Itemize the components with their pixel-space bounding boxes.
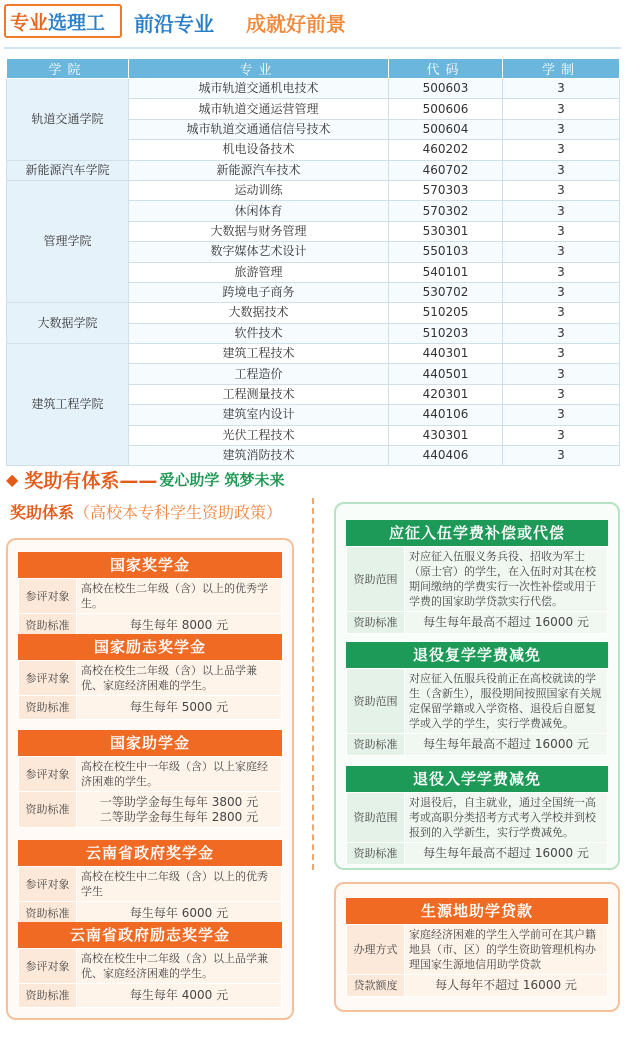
code-cell: 550103 bbox=[389, 242, 503, 262]
code-cell: 500604 bbox=[389, 119, 503, 139]
years-cell: 3 bbox=[503, 79, 620, 99]
years-cell: 3 bbox=[503, 344, 620, 364]
code-cell: 500606 bbox=[389, 99, 503, 119]
years-cell: 3 bbox=[503, 323, 620, 343]
years-cell: 3 bbox=[503, 446, 620, 466]
card-key: 资助标准 bbox=[19, 984, 77, 1008]
major-cell: 建筑消防技术 bbox=[129, 446, 389, 466]
card-key: 办理方式 bbox=[347, 925, 405, 975]
majors-table-header bbox=[7, 59, 620, 79]
card-yunnan-scholarship bbox=[18, 840, 282, 926]
card-value: 高校在校生中一年级（含）以上家庭经济困难的学生。 bbox=[77, 757, 282, 792]
code-cell: 510203 bbox=[389, 323, 503, 343]
code-cell: 530702 bbox=[389, 282, 503, 302]
card-value: 高校在校生中二年级（含）以上品学兼优、家庭经济困难的学生。 bbox=[77, 949, 282, 984]
subheading-main: 奖助体系 bbox=[10, 503, 75, 522]
card-value bbox=[77, 792, 282, 828]
major-cell: 光伏工程技术 bbox=[129, 425, 389, 445]
col-header-major: 专业 bbox=[129, 59, 389, 79]
years-cell: 3 bbox=[503, 262, 620, 282]
card-key: 资助范围 bbox=[347, 669, 405, 734]
header-title-prospect: 成就好前景 bbox=[246, 12, 346, 36]
card-title: 生源地助学贷款 bbox=[346, 898, 608, 924]
code-cell: 570303 bbox=[389, 180, 503, 200]
major-cell: 城市轨道交通机电技术 bbox=[129, 79, 389, 99]
card-key: 资助范围 bbox=[347, 547, 405, 612]
major-cell: 大数据技术 bbox=[129, 303, 389, 323]
major-cell: 机电设备技术 bbox=[129, 140, 389, 160]
major-cell: 城市轨道交通通信信号技术 bbox=[129, 119, 389, 139]
dashed-divider bbox=[312, 498, 314, 870]
major-cell: 大数据与财务管理 bbox=[129, 221, 389, 241]
code-cell: 530301 bbox=[389, 221, 503, 241]
major-cell: 建筑室内设计 bbox=[129, 405, 389, 425]
card-value: 每生每年最高不超过 16000 元 bbox=[405, 843, 608, 865]
card-value: 每生每年最高不超过 16000 元 bbox=[405, 612, 608, 634]
major-cell: 城市轨道交通运营管理 bbox=[129, 99, 389, 119]
college-cell: 轨道交通学院 bbox=[7, 79, 129, 161]
major-cell: 建筑工程技术 bbox=[129, 344, 389, 364]
card-key: 资助范围 bbox=[347, 793, 405, 843]
years-cell: 3 bbox=[503, 201, 620, 221]
table-row bbox=[7, 344, 620, 364]
card-value: 每生每年 4000 元 bbox=[77, 984, 282, 1008]
card-key: 资助标准 bbox=[19, 614, 77, 638]
major-cell: 运动训练 bbox=[129, 180, 389, 200]
college-cell: 管理学院 bbox=[7, 180, 129, 302]
card-value: 每人每年不超过 16000 元 bbox=[405, 975, 608, 997]
card-title: 国家奖学金 bbox=[18, 552, 282, 578]
major-cell: 数字媒体艺术设计 bbox=[129, 242, 389, 262]
card-value: 家庭经济困难的学生入学前可在其户籍地县（市、区）的学生资助管理机构办理国家生源地信用助学贷款 bbox=[405, 925, 608, 975]
table-row bbox=[7, 303, 620, 323]
header-badge-part1: 专业 bbox=[10, 11, 49, 34]
header-divider bbox=[4, 47, 621, 49]
card-title: 退役复学学费减免 bbox=[346, 642, 608, 668]
major-cell: 新能源汽车技术 bbox=[129, 160, 389, 180]
major-cell: 旅游管理 bbox=[129, 262, 389, 282]
header-badge-part2: 选理工 bbox=[48, 11, 106, 34]
section-title bbox=[6, 466, 285, 493]
diamond-icon: ◆ bbox=[6, 470, 19, 489]
card-national-grant bbox=[18, 730, 282, 828]
card-key: 参评对象 bbox=[19, 867, 77, 902]
card-value: 对应征入伍服义务兵役、招收为军士（原士官）的学生，在入伍时对其在校期间缴纳的学费实行一次性补偿或用于学费的国家助学贷款实行代偿。 bbox=[405, 547, 608, 612]
card-value: 高校在校生二年级（含）以上品学兼优、家庭经济困难的学生。 bbox=[77, 661, 282, 696]
card-key: 参评对象 bbox=[19, 757, 77, 792]
table-row bbox=[7, 79, 620, 99]
years-cell: 3 bbox=[503, 119, 620, 139]
grant-level-2: 二等助学金每生每年 2800 元 bbox=[99, 809, 259, 824]
majors-table bbox=[6, 58, 620, 466]
code-cell: 440501 bbox=[389, 364, 503, 384]
col-header-college: 学院 bbox=[7, 59, 129, 79]
code-cell: 500603 bbox=[389, 79, 503, 99]
college-cell: 新能源汽车学院 bbox=[7, 160, 129, 180]
college-cell: 大数据学院 bbox=[7, 303, 129, 344]
years-cell: 3 bbox=[503, 221, 620, 241]
years-cell: 3 bbox=[503, 303, 620, 323]
table-row bbox=[7, 160, 620, 180]
card-key: 资助标准 bbox=[347, 612, 405, 634]
card-title: 国家励志奖学金 bbox=[18, 634, 282, 660]
code-cell: 570302 bbox=[389, 201, 503, 221]
years-cell: 3 bbox=[503, 242, 620, 262]
card-value: 对应征入伍服兵役前正在高校就读的学生（含新生），服役期间按照国家有关规定保留学籍或入学资格、退役后自愿复学或入学的学生，实行学费减免。 bbox=[405, 669, 608, 734]
years-cell: 3 bbox=[503, 425, 620, 445]
card-title: 云南省政府励志奖学金 bbox=[18, 922, 282, 948]
code-cell: 430301 bbox=[389, 425, 503, 445]
years-cell: 3 bbox=[503, 160, 620, 180]
code-cell: 420301 bbox=[389, 384, 503, 404]
code-cell: 440406 bbox=[389, 446, 503, 466]
card-key: 资助标准 bbox=[19, 792, 77, 828]
card-value: 高校在校生二年级（含）以上的优秀学生。 bbox=[77, 579, 282, 614]
card-key: 参评对象 bbox=[19, 579, 77, 614]
col-header-years: 学制 bbox=[503, 59, 620, 79]
card-national-encouragement bbox=[18, 634, 282, 720]
years-cell: 3 bbox=[503, 180, 620, 200]
years-cell: 3 bbox=[503, 384, 620, 404]
card-return-study-waiver bbox=[346, 642, 608, 756]
card-value: 对退役后，自主就业，通过全国统一高考或高职分类招考方式考入学校并到校报到的入学新生，实行学费减免。 bbox=[405, 793, 608, 843]
years-cell: 3 bbox=[503, 140, 620, 160]
card-title: 云南省政府奖学金 bbox=[18, 840, 282, 866]
table-row bbox=[7, 180, 620, 200]
col-header-code: 代码 bbox=[389, 59, 503, 79]
subheading-note: （高校本专科学生资助政策） bbox=[74, 503, 283, 522]
major-cell: 工程测量技术 bbox=[129, 384, 389, 404]
code-cell: 540101 bbox=[389, 262, 503, 282]
card-veteran-admission-waiver bbox=[346, 766, 608, 865]
code-cell: 510205 bbox=[389, 303, 503, 323]
card-value: 高校在校生中二年级（含）以上的优秀学生 bbox=[77, 867, 282, 902]
card-value: 每生每年 8000 元 bbox=[77, 614, 282, 638]
card-key: 资助标准 bbox=[347, 843, 405, 865]
card-title: 退役入学学费减免 bbox=[346, 766, 608, 792]
years-cell: 3 bbox=[503, 405, 620, 425]
code-cell: 460702 bbox=[389, 160, 503, 180]
code-cell: 440106 bbox=[389, 405, 503, 425]
card-title: 国家助学金 bbox=[18, 730, 282, 756]
page-header bbox=[0, 0, 625, 44]
card-title: 应征入伍学费补偿或代偿 bbox=[346, 520, 608, 546]
card-key: 参评对象 bbox=[19, 661, 77, 696]
college-cell: 建筑工程学院 bbox=[7, 344, 129, 466]
grant-level-1: 一等助学金每生每年 3800 元 bbox=[99, 794, 259, 809]
card-student-loan bbox=[346, 898, 608, 997]
major-cell: 休闲体育 bbox=[129, 201, 389, 221]
header-title-frontier: 前沿专业 bbox=[134, 12, 214, 36]
card-enlistment-tuition bbox=[346, 520, 608, 634]
card-yunnan-encouragement bbox=[18, 922, 282, 1008]
header-badge bbox=[4, 4, 122, 38]
card-national-scholarship bbox=[18, 552, 282, 638]
code-cell: 440301 bbox=[389, 344, 503, 364]
years-cell: 3 bbox=[503, 99, 620, 119]
card-key: 贷款额度 bbox=[347, 975, 405, 997]
card-key: 参评对象 bbox=[19, 949, 77, 984]
major-cell: 工程造价 bbox=[129, 364, 389, 384]
card-value: 每生每年最高不超过 16000 元 bbox=[405, 734, 608, 756]
section-title-main: 奖助有体系—— bbox=[24, 470, 158, 492]
major-cell: 跨境电子商务 bbox=[129, 282, 389, 302]
major-cell: 软件技术 bbox=[129, 323, 389, 343]
card-key: 资助标准 bbox=[19, 902, 77, 926]
years-cell: 3 bbox=[503, 364, 620, 384]
card-value: 每生每年 5000 元 bbox=[77, 696, 282, 720]
section-title-sub: 爱心助学 筑梦未来 bbox=[159, 471, 285, 489]
card-value: 每生每年 6000 元 bbox=[77, 902, 282, 926]
card-key: 资助标准 bbox=[19, 696, 77, 720]
years-cell: 3 bbox=[503, 282, 620, 302]
code-cell: 460202 bbox=[389, 140, 503, 160]
section-subheading bbox=[10, 500, 282, 523]
card-key: 资助标准 bbox=[347, 734, 405, 756]
